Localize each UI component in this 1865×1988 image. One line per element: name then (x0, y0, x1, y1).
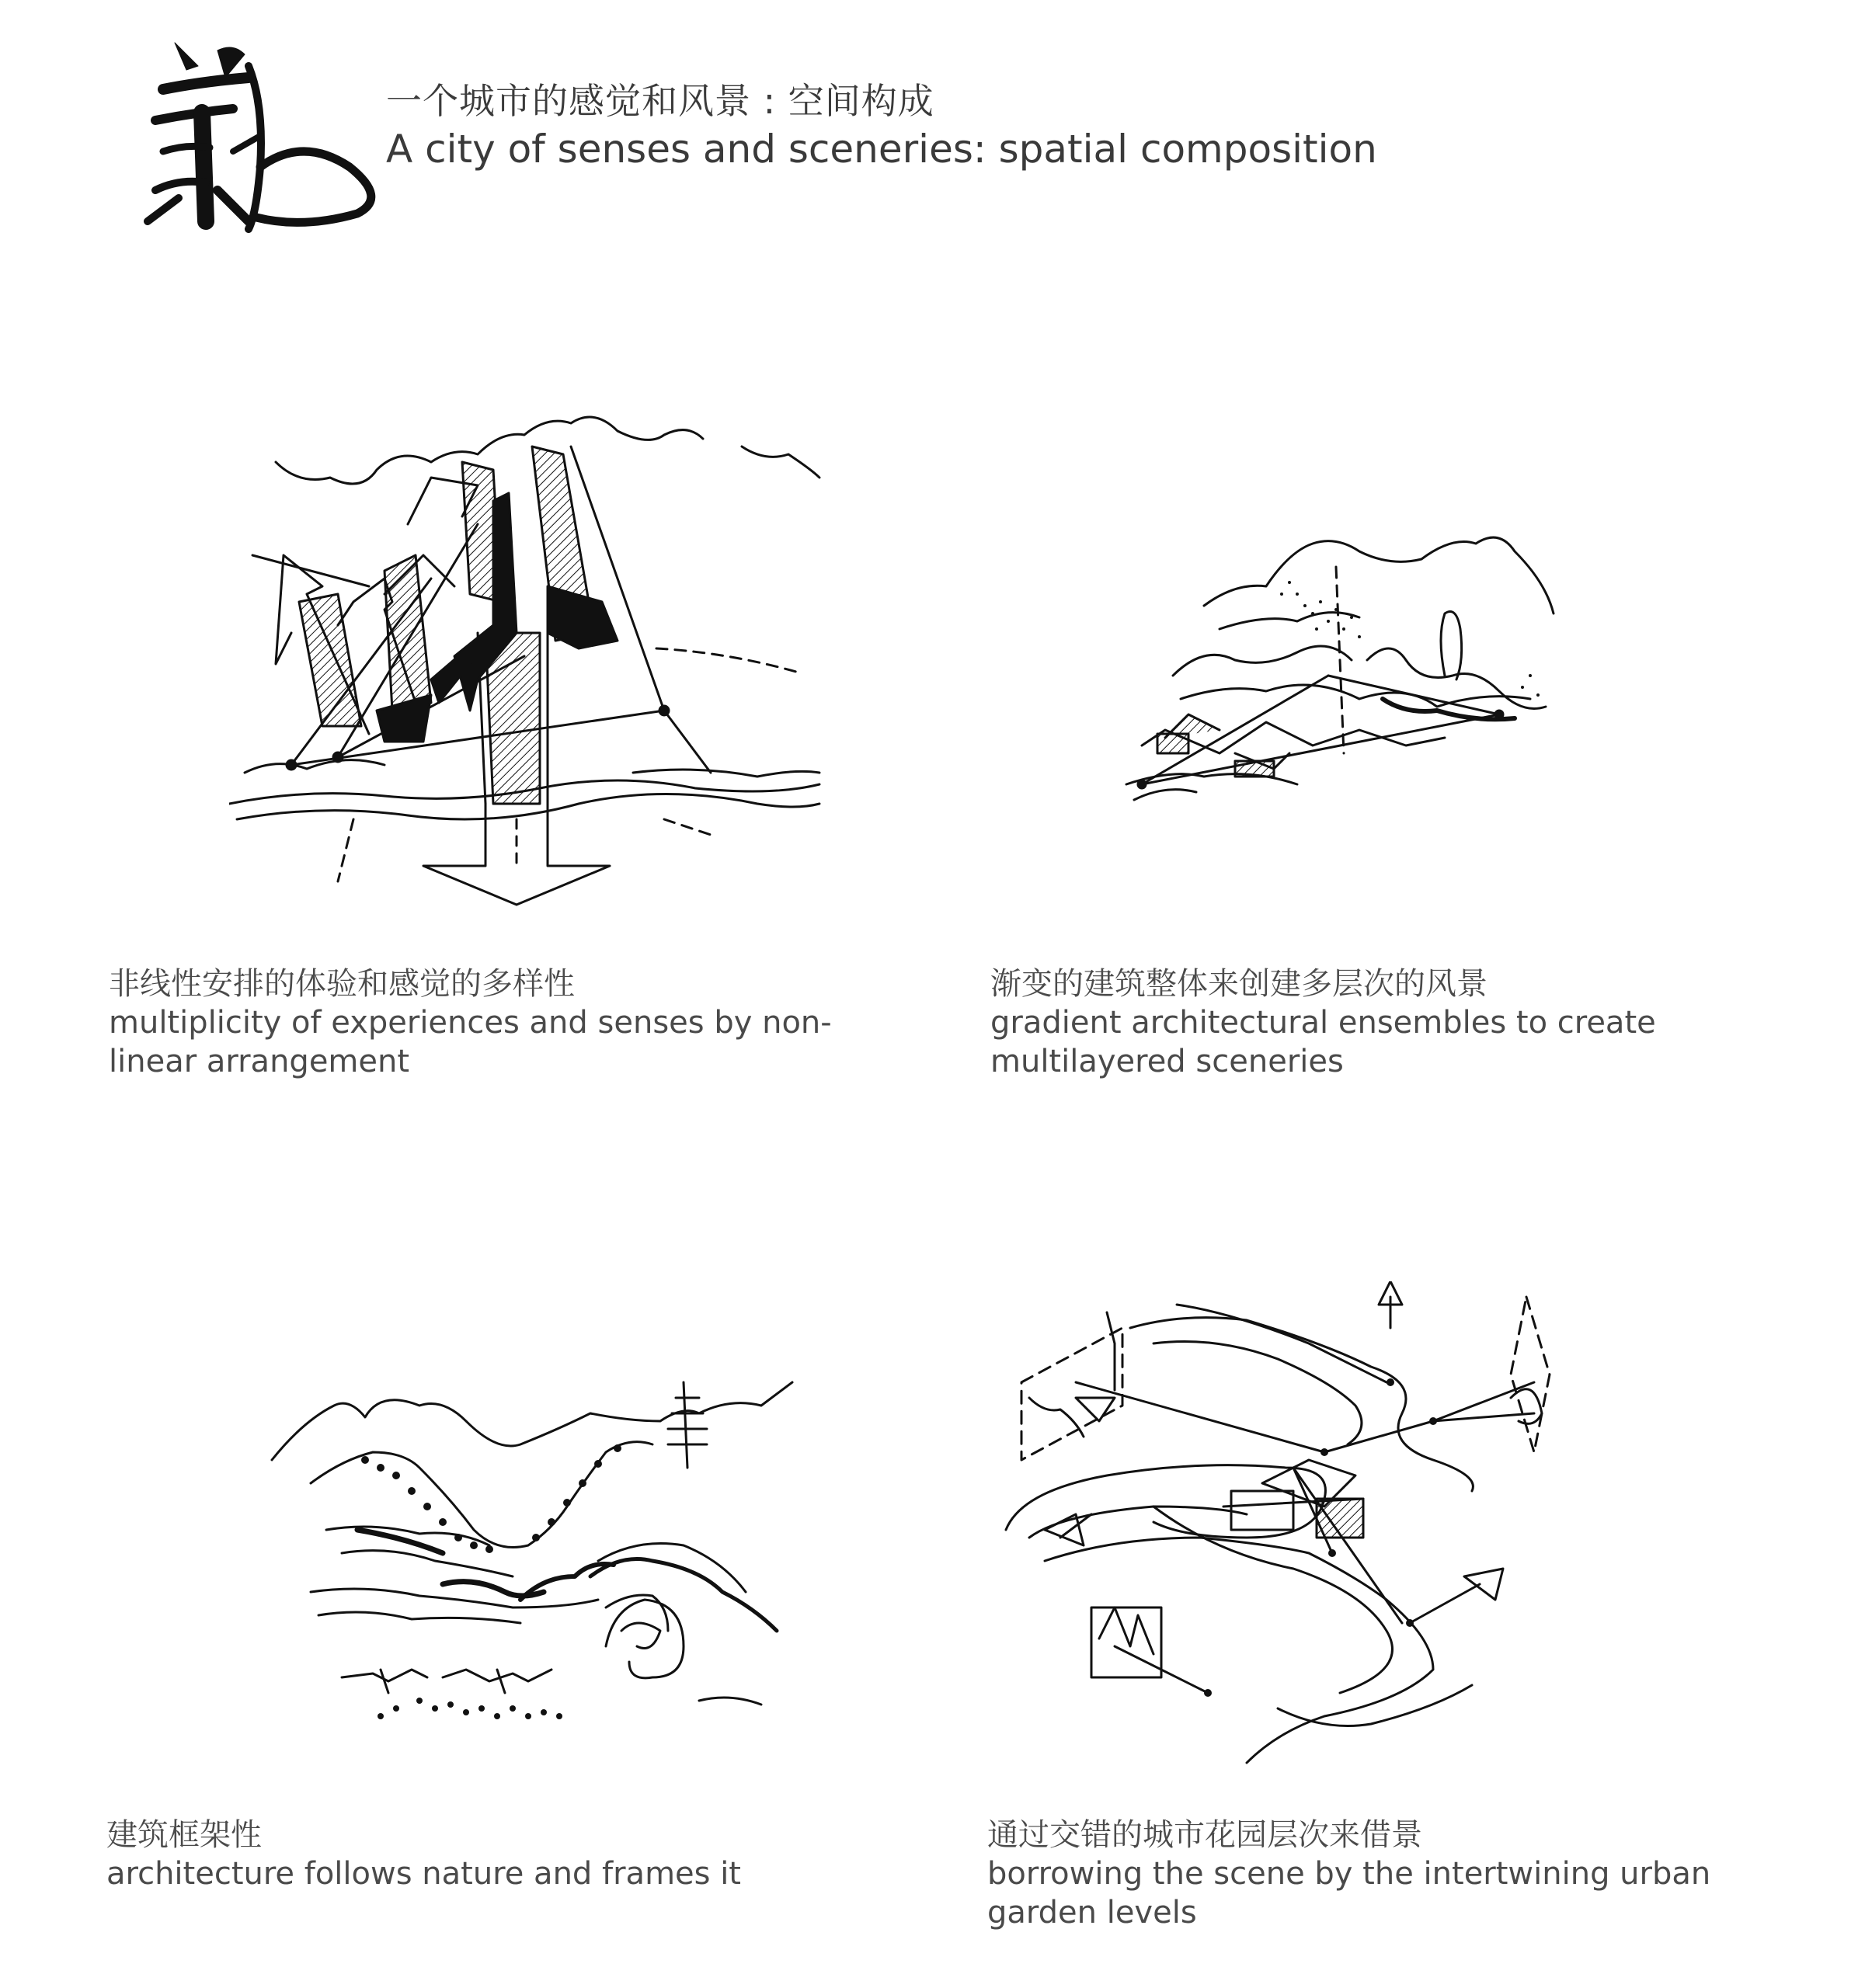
caption-nonlinear-arrangement (109, 964, 886, 1081)
sketch-borrowing-scene-icon (998, 1281, 1620, 1778)
page-header (386, 78, 1377, 174)
page-title-en: A city of senses and sceneries: spatial composition (386, 127, 1377, 172)
caption-en-line-2: linear arrangement (109, 1044, 410, 1079)
calligraphy-qi-icon (132, 35, 381, 248)
caption-zh: 非线性安排的体验和感觉的多样性 (109, 966, 575, 1002)
caption-en-line-1: borrowing the scene by the intertwining urban (987, 1856, 1711, 1892)
sketch-nonlinear-arrangement-icon (229, 400, 835, 912)
caption-en-line-1: architecture follows nature and frames it (106, 1856, 741, 1892)
page-title-zh: 一个城市的感觉和风景 : 空间构成 (386, 80, 934, 122)
sketch-gradient-ensembles-icon (1111, 520, 1577, 854)
caption-zh: 建筑框架性 (106, 1817, 262, 1853)
caption-gradient-ensembles (990, 964, 1767, 1081)
caption-architecture-frames-nature (106, 1816, 883, 1893)
caption-en-line-2: garden levels (987, 1895, 1197, 1931)
caption-borrowing-scene (987, 1816, 1764, 1932)
sketch-architecture-frames-nature-icon (264, 1375, 823, 1740)
caption-zh: 渐变的建筑整体来创建多层次的风景 (990, 966, 1487, 1002)
caption-en-line-1: multiplicity of experiences and senses by non- (109, 1005, 832, 1041)
caption-en-line-2: multilayered sceneries (990, 1044, 1344, 1079)
caption-zh: 通过交错的城市花园层次来借景 (987, 1817, 1422, 1853)
caption-en-line-1: gradient architectural ensembles to create (990, 1005, 1656, 1041)
